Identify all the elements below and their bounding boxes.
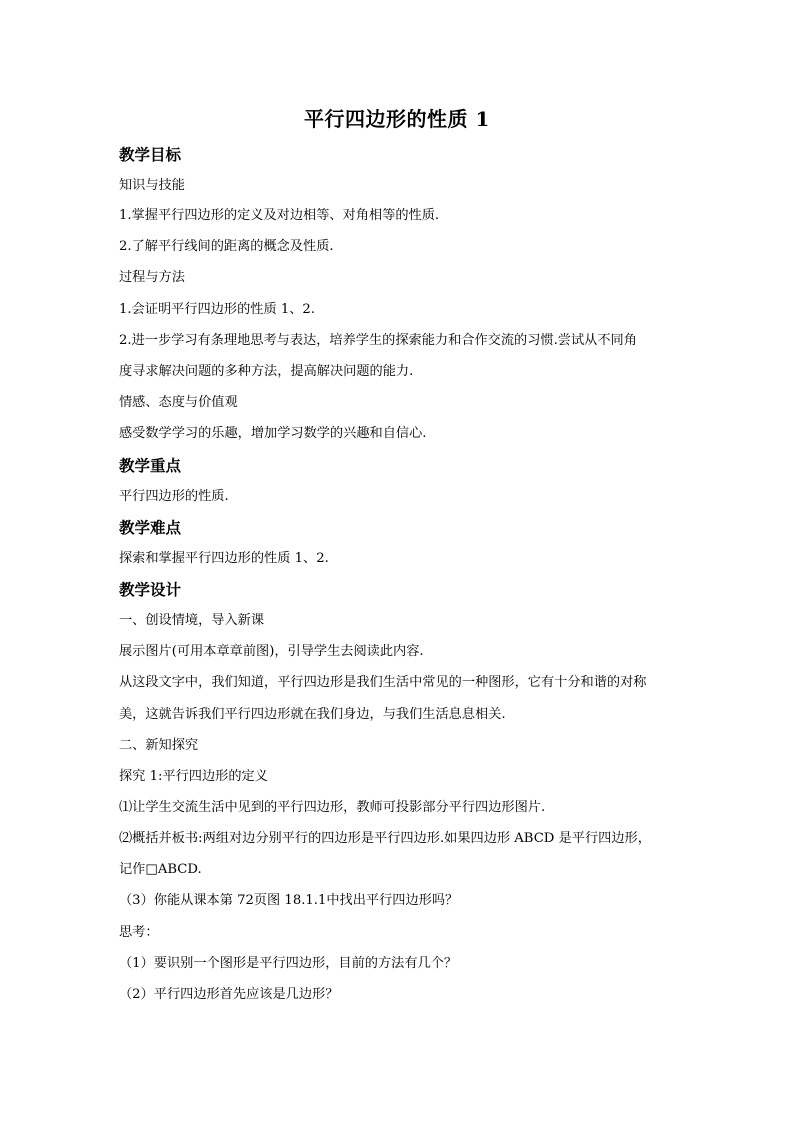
heading-teaching-goals: 教学目标 [119,145,182,164]
explore-1-item-2-line-1: ⑵概括并板书:两组对边分别平行的四边形是平行四边形.如果四边形 ABCD 是平行四边形， [119,831,651,846]
think-heading: 思考： [119,925,159,940]
explore-1-item-2-line-2: 记作□ABCD. [119,862,202,877]
paragraph-process-1: 1.会证明平行四边形的性质 1、2. [119,302,315,317]
subheading-knowledge-skills: 知识与技能 [119,178,185,193]
heading-difficult-points: 教学难点 [119,518,182,537]
explore-1-item-1: ⑴让学生交流生活中见到的平行四边形，教师可投影部分平行四边形图片. [119,800,546,815]
design-paragraph-2-line-1: 从这段文字中，我们知道，平行四边形是我们生活中常见的一种图形，它有十分和谐的对称 [119,675,647,690]
explore-1-heading: 探究 1:平行四边形的定义 [119,769,268,784]
design-step-2-heading: 二、新知探究 [119,738,199,753]
paragraph-knowledge-1: 1.掌握平行四边形的定义及对边相等、对角相等的性质. [119,208,440,223]
heading-key-points: 教学重点 [119,456,182,475]
subheading-emotion-values: 情感、态度与价值观 [119,395,238,410]
heading-teaching-design: 教学设计 [119,580,182,599]
paragraph-process-2-line-1: 2.进一步学习有条理地思考与表达，培养学生的探索能力和合作交流的习惯.尝试从不同角 [119,333,637,348]
explore-1-item-3: （3）你能从课本第 72页图 18.1.1中找出平行四边形吗？ [119,893,459,908]
think-item-2: （2）平行四边形首先应该是几边形？ [119,987,339,1002]
design-paragraph-1: 展示图片(可用本章章前图)，引导学生去阅读此内容. [119,644,424,659]
design-paragraph-2-line-2: 美，这就告诉我们平行四边形就在我们身边，与我们生活息息相关. [119,707,506,722]
paragraph-difficult-points: 探索和掌握平行四边形的性质 1、2. [119,551,329,566]
paragraph-knowledge-2: 2.了解平行线间的距离的概念及性质. [119,239,334,254]
think-item-1: （1）要识别一个图形是平行四边形，目前的方法有几个？ [119,956,458,971]
paragraph-emotion-1: 感受数学学习的乐趣，增加学习数学的兴趣和自信心. [119,426,427,441]
document-title: 平行四边形的性质 1 [304,107,490,131]
paragraph-process-2-line-2: 度寻求解决问题的多种方法，提高解决问题的能力. [119,364,414,379]
paragraph-key-points: 平行四边形的性质. [119,489,229,504]
subheading-process-methods: 过程与方法 [119,270,185,285]
design-step-1-heading: 一、创设情境，导入新课 [119,613,265,628]
